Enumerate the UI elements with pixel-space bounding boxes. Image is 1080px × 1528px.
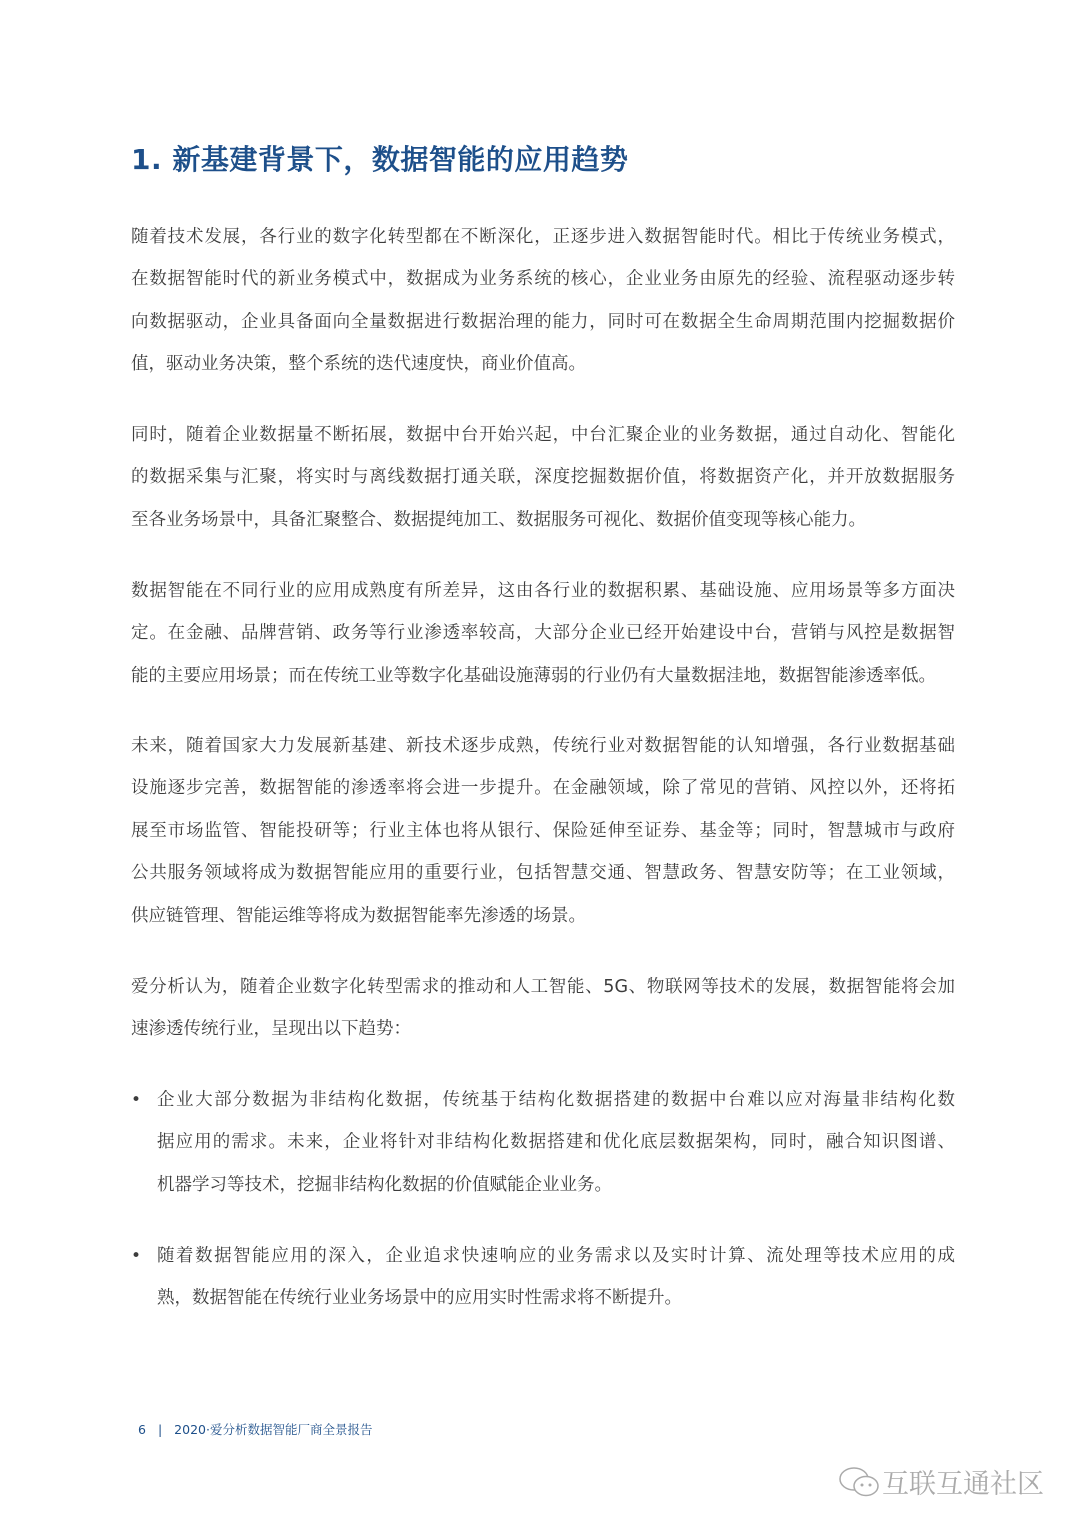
text-line: 值，驱动业务决策，整个系统的迭代速度快，商业价值高。 [131,354,586,375]
text-line: 能的主要应用场景；而在传统工业等数字化基础设施薄弱的行业仍有大量数据洼地，数据智能渗透率低。 [131,665,936,686]
text-line: 至各业务场景中，具备汇聚整合、数据提纯加工、数据服务可视化、数据价值变现等核心能力。 [131,509,866,530]
text-line: 随着技术发展，各行业的数字化转型都在不断深化，正逐步进入数据智能时代。相比于传统业务模式， [131,227,955,247]
bullet-marker: • [131,1246,142,1266]
paragraph [131,414,955,541]
footer-separator: | [157,1422,163,1437]
paragraph [131,966,955,1051]
text-line: 未来，随着国家大力发展新基建、新技术逐步成熟，传统行业对数据智能的认知增强，各行业数据基础 [131,736,955,756]
bullet-marker: • [131,1090,142,1110]
bullet-item [131,1235,955,1320]
text-line: 公共服务领域将成为数据智能应用的重要行业，包括智慧交通、智慧政务、智慧安防等；在工业领域， [131,863,955,884]
text-line: 熟，数据智能在传统行业业务场景中的应用实时性需求将不断提升。 [157,1288,682,1309]
section-title: 1. 新基建背景下，数据智能的应用趋势 [131,143,629,176]
text-line: 据应用的需求。未来，企业将针对非结构化数据搭建和优化底层数据架构，同时，融合知识图谱、 [157,1132,955,1153]
text-line: 企业大部分数据为非结构化数据，传统基于结构化数据搭建的数据中台难以应对海量非结构化数 [157,1090,955,1110]
wechat-icon [838,1465,882,1499]
text-line: 在数据智能时代的新业务模式中，数据成为业务系统的核心，企业业务由原先的经验、流程驱动逐步转 [131,269,955,290]
text-line: 设施逐步完善，数据智能的渗透率将会进一步提升。在金融领域，除了常见的营销、风控以外，还将拓 [131,778,955,799]
text-line: 定。在金融、品牌营销、政务等行业渗透率较高，大部分企业已经开始建设中台，营销与风控是数据智 [131,623,955,644]
text-line: 向数据驱动，企业具备面向全量数据进行数据治理的能力，同时可在数据全生命周期范围内挖掘数据价 [131,311,955,332]
bullet-item [131,1079,955,1206]
text-line: 展至市场监管、智能投研等；行业主体也将从银行、保险延伸至证券、基金等；同时，智慧城市与政府 [131,820,955,841]
report-title: 2020·爱分析数据智能厂商全景报告 [174,1422,373,1437]
text-line: 随着数据智能应用的深入，企业追求快速响应的业务需求以及实时计算、流处理等技术应用的成 [157,1246,955,1266]
text-line: 爱分析认为，随着企业数字化转型需求的推动和人工智能、5G、物联网等技术的发展，数据智能将会加 [131,977,955,997]
text-line: 数据智能在不同行业的应用成熟度有所差异，这由各行业的数据积累、基础设施、应用场景等多方面决 [131,581,955,601]
page-footer [138,1420,372,1438]
text-line: 同时，随着企业数据量不断拓展，数据中台开始兴起，中台汇聚企业的业务数据，通过自动化、智能化 [131,425,955,445]
watermark-text: 互联互通社区 [882,1469,1044,1500]
page-number: 6 [138,1422,146,1437]
paragraph [131,216,955,386]
text-line: 机器学习等技术，挖掘非结构化数据的价值赋能企业业务。 [157,1174,612,1195]
text-line: 的数据采集与汇聚，将实时与离线数据打通关联，深度挖掘数据价值，将数据资产化，并开放数据服务 [131,467,955,488]
paragraph [131,570,955,697]
text-line: 速渗透传统行业，呈现出以下趋势： [131,1019,411,1040]
text-line: 供应链管理、智能运维等将成为数据智能率先渗透的场景。 [131,905,586,926]
watermark [838,1462,1044,1501]
paragraph [131,725,955,937]
